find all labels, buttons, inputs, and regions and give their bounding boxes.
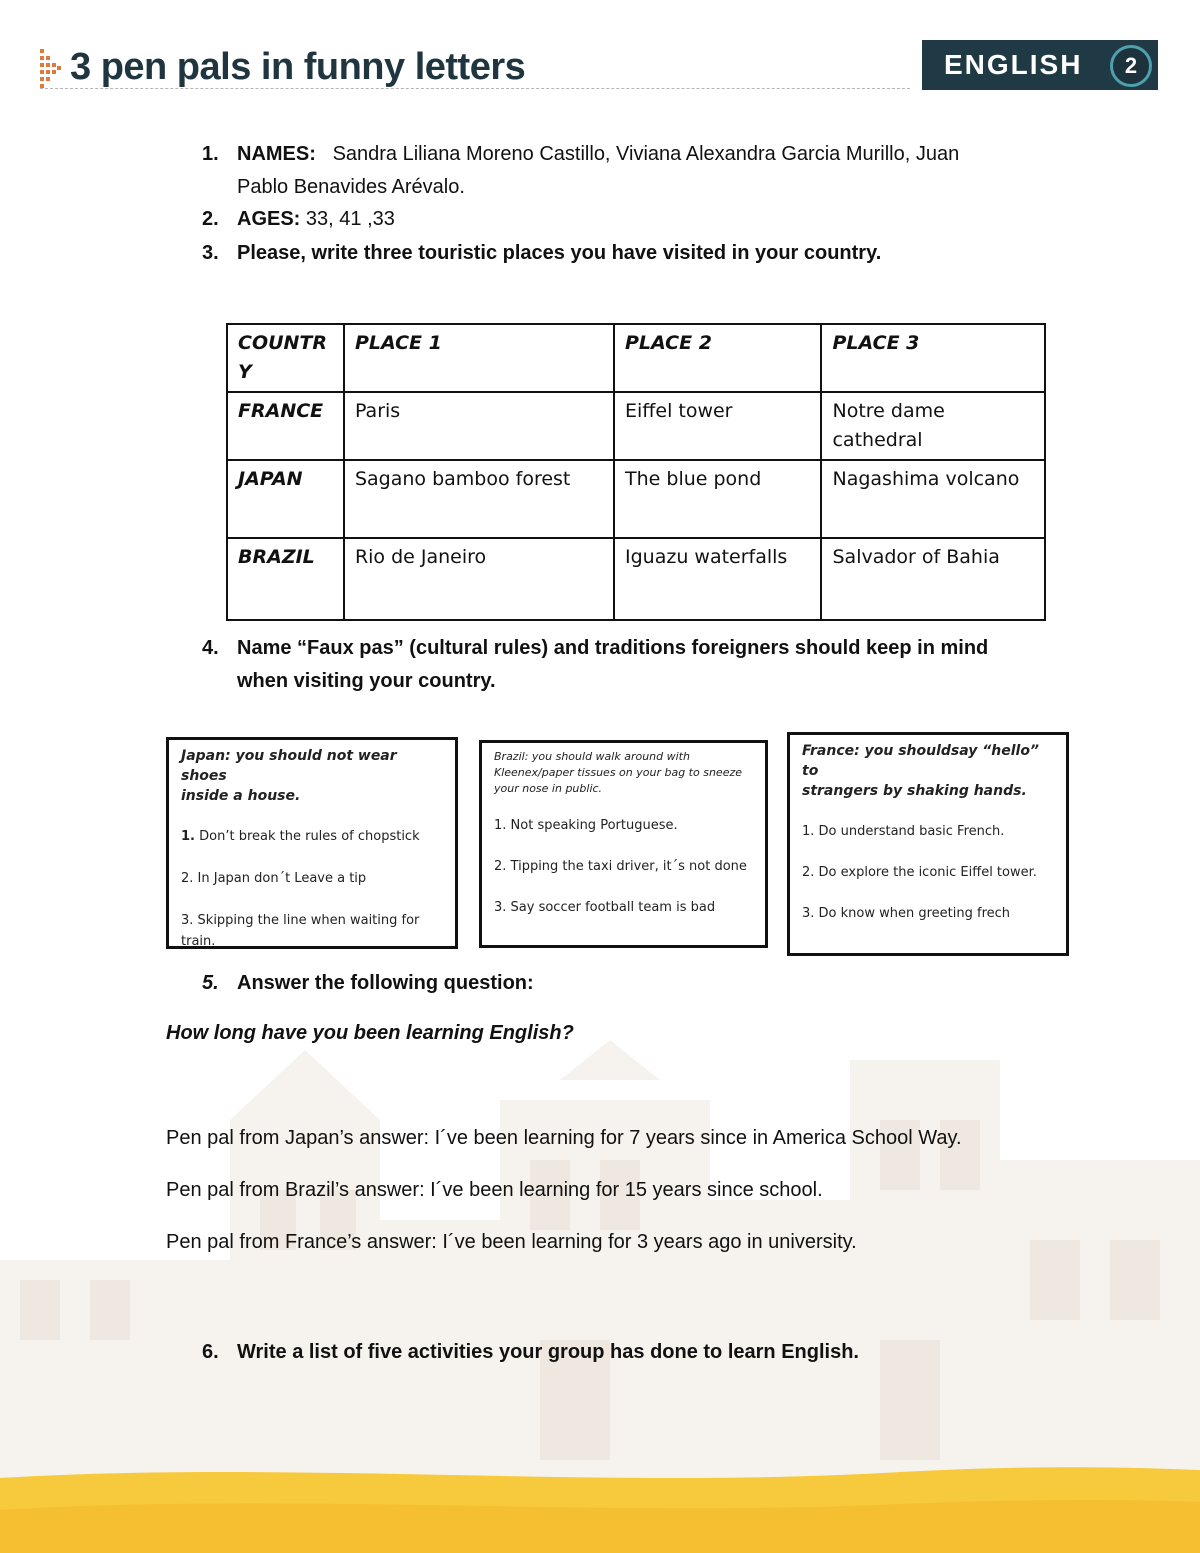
- page-title: 3 pen pals in funny letters: [70, 45, 526, 88]
- faux-pas-item: 3. Skipping the line when waiting for: [181, 913, 420, 928]
- table-row: [227, 460, 1045, 538]
- names-label: NAMES:: [237, 143, 316, 165]
- header-place-1: PLACE 1: [344, 324, 614, 392]
- question-number: 1.: [202, 143, 219, 165]
- question-number: 6.: [202, 1341, 219, 1363]
- question-text: Write a list of five activities your group has done to learn English.: [237, 1341, 859, 1363]
- question-text: Name “Faux pas” (cultural rules) and traditions foreigners should keep in mind: [237, 637, 989, 659]
- question-1: [202, 138, 1022, 204]
- english-learning-question: How long have you been learning English?: [166, 1022, 574, 1044]
- answer-japan: Pen pal from Japan’s answer: I´ve been learning for 7 years since in America School Way.: [166, 1127, 962, 1149]
- box-heading: Japan: you should not wear shoes: [181, 748, 397, 784]
- box-heading: France: you shouldsay “hello” to: [802, 743, 1039, 779]
- touristic-places-table: [226, 323, 1046, 621]
- faux-pas-item: 2. Do explore the iconic Eiffel tower.: [802, 865, 1037, 880]
- page-title-block: [38, 42, 525, 92]
- place-cell: Iguazu waterfalls: [614, 538, 821, 620]
- item-number: 1.: [181, 829, 195, 844]
- place-cell: Salvador of Bahia: [821, 538, 1045, 620]
- japan-faux-pas-box: [166, 737, 458, 949]
- names-value-cont: Pablo Benavides Arévalo.: [237, 176, 465, 198]
- table-row: [227, 392, 1045, 460]
- title-divider: [40, 88, 910, 89]
- badge-word: ENGLISH: [944, 49, 1083, 80]
- english-level-badge: [922, 40, 1158, 90]
- question-6: [202, 1336, 1062, 1369]
- faux-pas-item: 1. Not speaking Portuguese.: [494, 818, 678, 833]
- names-value: Sandra Liliana Moreno Castillo, Viviana Alexandra Garcia Murillo, Juan: [332, 143, 960, 165]
- box-heading: Kleenex/paper tissues on your bag to sneeze: [494, 766, 742, 779]
- faux-pas-item: 1. Do understand basic French.: [802, 824, 1005, 839]
- question-3: [202, 237, 1062, 270]
- place-cell: Eiffel tower: [614, 392, 821, 460]
- header-country-part2: Y: [238, 361, 252, 383]
- box-heading: strangers by shaking hands.: [802, 783, 1027, 799]
- answer-france: Pen pal from France’s answer: I´ve been learning for 3 years ago in university.: [166, 1231, 857, 1253]
- faux-pas-item: 3. Say soccer football team is bad: [494, 900, 716, 915]
- item-text: Don’t break the rules of chopstick: [199, 829, 420, 844]
- header-country: [227, 324, 344, 392]
- question-text: Answer the following question:: [237, 972, 534, 994]
- place-line: Notre dame: [832, 400, 945, 422]
- place-cell: Nagashima volcano: [821, 460, 1045, 538]
- answer-brazil: Pen pal from Brazil’s answer: I´ve been learning for 15 years since school.: [166, 1179, 823, 1201]
- box-heading: inside a house.: [181, 788, 301, 804]
- box-heading: your nose in public.: [494, 782, 603, 795]
- question-text-cont: when visiting your country.: [237, 670, 496, 692]
- faux-pas-item: [181, 826, 443, 847]
- dotted-arrow-icon: [38, 45, 62, 89]
- country-cell: BRAZIL: [227, 538, 344, 620]
- header-place-3: PLACE 3: [821, 324, 1045, 392]
- country-cell: FRANCE: [227, 392, 344, 460]
- question-2: [202, 203, 1022, 236]
- question-number: 2.: [202, 208, 219, 230]
- question-number: 5.: [202, 972, 219, 994]
- table-header-row: [227, 324, 1045, 392]
- question-text: Please, write three touristic places you have visited in your country.: [237, 242, 882, 264]
- faux-pas-item: 2. In Japan don´t Leave a tip: [181, 871, 367, 886]
- place-cell: Paris: [344, 392, 614, 460]
- place-cell: The blue pond: [614, 460, 821, 538]
- faux-pas-item-cont: train.: [181, 934, 216, 949]
- question-4: [202, 632, 1062, 698]
- header-country-part1: COUNTR: [238, 332, 328, 354]
- ages-label: AGES:: [237, 208, 301, 230]
- france-faux-pas-box: [787, 732, 1069, 956]
- place-line: cathedral: [832, 429, 923, 451]
- ages-value: 33, 41 ,33: [305, 208, 395, 230]
- faux-pas-item: 3. Do know when greeting frech: [802, 906, 1011, 921]
- place-cell: Rio de Janeiro: [344, 538, 614, 620]
- brazil-faux-pas-box: [479, 740, 768, 948]
- place-cell: Sagano bamboo forest: [344, 460, 614, 538]
- question-number: 4.: [202, 637, 219, 659]
- faux-pas-item: 2. Tipping the taxi driver, it´s not done: [494, 859, 747, 874]
- country-cell: JAPAN: [227, 460, 344, 538]
- place-cell: [821, 392, 1045, 460]
- question-5: [202, 967, 1022, 1000]
- yellow-wave-decoration: [0, 1460, 1200, 1553]
- box-heading: Brazil: you should walk around with: [494, 750, 690, 763]
- table-row: [227, 538, 1045, 620]
- header-place-2: PLACE 2: [614, 324, 821, 392]
- question-number: 3.: [202, 242, 219, 264]
- badge-number: 2: [1110, 45, 1152, 87]
